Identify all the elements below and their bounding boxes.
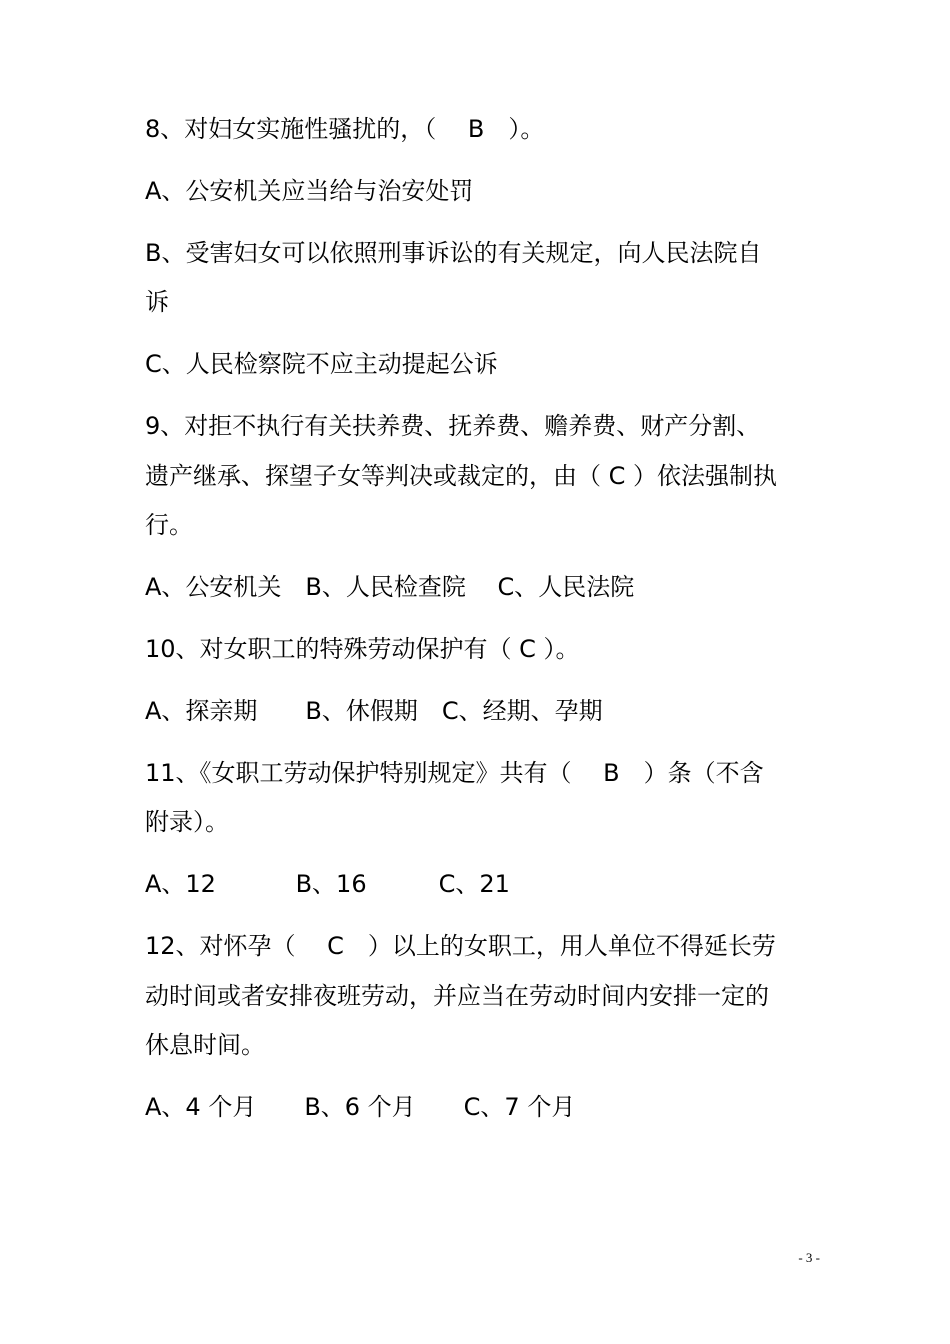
question-11-stem-line-2: 附录）。: [145, 808, 229, 836]
question-8-stem-line-1: 8、对妇女实施性骚扰的，（ B ）。: [145, 115, 545, 143]
question-12-stem-line-2: 动时间或者安排夜班劳动，并应当在劳动时间内安排一定的: [145, 982, 769, 1010]
question-12-options: A、4 个月 B、6 个月 C、7 个月: [145, 1093, 576, 1121]
question-12-stem-line-3: 休息时间。: [145, 1031, 265, 1059]
question-12-stem-line-1: 12、对怀孕（ C ）以上的女职工，用人单位不得延长劳: [145, 932, 776, 960]
question-8-option-b-line-1: B、受害妇女可以依照刑事诉讼的有关规定，向人民法院自: [145, 239, 762, 267]
question-9-stem-line-2: 遗产继承、探望子女等判决或裁定的，由（ C ）依法强制执: [145, 462, 778, 490]
question-9-stem-line-1: 9、对拒不执行有关扶养费、抚养费、赡养费、财产分割、: [145, 412, 761, 440]
question-8-option-a: A、公安机关应当给与治安处罚: [145, 177, 474, 205]
question-11-options: A、12 B、16 C、21: [145, 870, 510, 898]
question-9-stem-line-3: 行。: [145, 511, 193, 539]
question-9-options: A、公安机关 B、人民检查院 C、人民法院: [145, 573, 635, 601]
question-10-options: A、探亲期 B、休假期 C、经期、孕期: [145, 697, 603, 725]
question-8-option-c: C、人民检察院不应主动提起公诉: [145, 350, 498, 378]
question-8-option-b-line-2: 诉: [145, 288, 169, 316]
page-number: - 3 -: [798, 1250, 820, 1265]
question-11-stem-line-1: 11、《女职工劳动保护特别规定》共有（ B ）条（不含: [145, 759, 764, 787]
question-10-stem-line-1: 10、对女职工的特殊劳动保护有（ C ）。: [145, 635, 580, 663]
